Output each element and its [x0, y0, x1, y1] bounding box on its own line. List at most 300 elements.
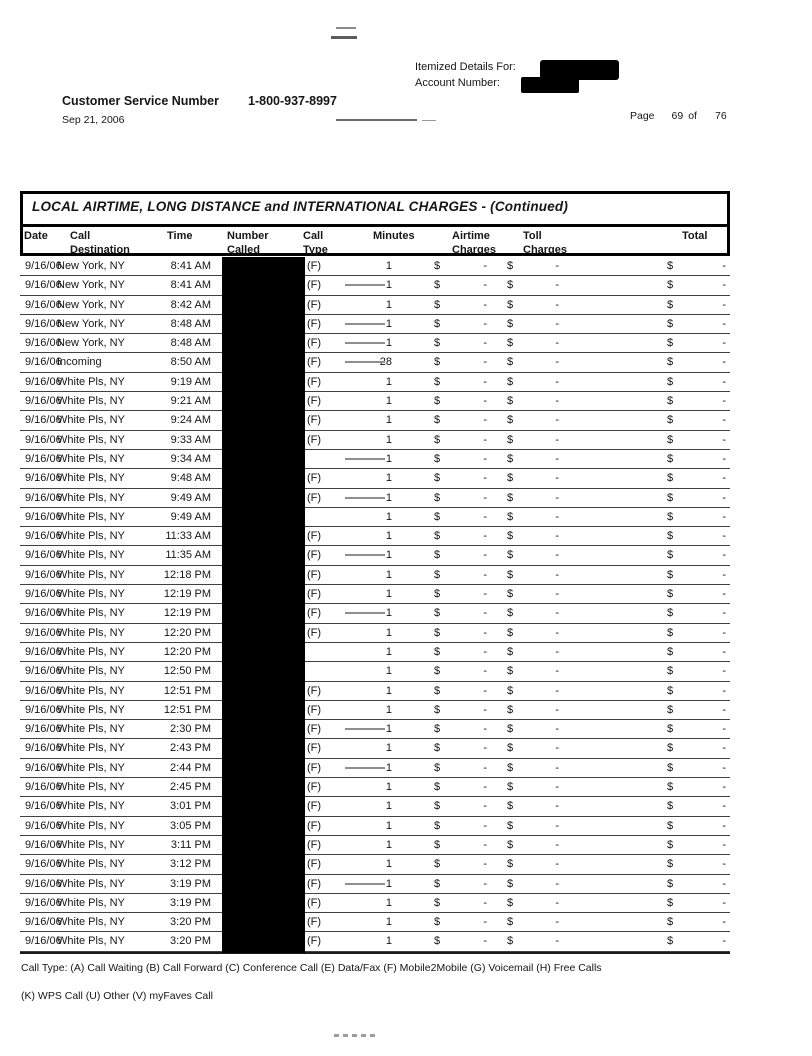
airtime-value: - — [483, 510, 487, 523]
cell-time: 8:41 AM — [170, 260, 211, 272]
total-value: - — [722, 317, 726, 330]
dollar-sign: $ — [507, 723, 514, 736]
cell-destination: White Pls, NY — [57, 742, 125, 755]
table-row — [20, 527, 730, 546]
cell-destination: White Pls, NY — [57, 472, 125, 485]
cell-airtime-charges — [434, 318, 487, 331]
cell-time: 9:49 AM — [170, 510, 211, 523]
cell-airtime-charges — [434, 627, 487, 640]
cell-time: 12:18 PM — [163, 568, 211, 581]
cell-airtime-charges — [434, 646, 487, 659]
cell-total — [667, 935, 726, 948]
cell-time: 12:51 PM — [163, 684, 211, 697]
table-row — [20, 353, 730, 372]
table-row — [20, 489, 730, 508]
dollar-sign: $ — [434, 761, 441, 774]
total-value: - — [722, 684, 726, 697]
toll-value: - — [555, 723, 559, 736]
cell-toll-charges — [507, 627, 559, 640]
cell-toll-charges — [507, 704, 559, 717]
dollar-sign: $ — [667, 665, 674, 678]
cell-total — [667, 318, 726, 331]
table-row — [20, 855, 730, 874]
redaction-bar-number-called-column — [222, 257, 305, 953]
cell-call-type: (F) — [307, 375, 322, 388]
cell-destination: White Pls, NY — [57, 588, 125, 601]
dollar-sign: $ — [667, 530, 674, 543]
cell-destination: White Pls, NY — [57, 916, 125, 929]
cell-date: 9/16/06 — [25, 684, 62, 697]
cell-airtime-charges — [434, 588, 487, 601]
cell-toll-charges — [507, 299, 559, 312]
total-value: - — [722, 742, 726, 755]
dollar-sign: $ — [434, 549, 441, 562]
table-row — [20, 759, 730, 778]
cell-destination: White Pls, NY — [57, 703, 125, 716]
dollar-sign: $ — [434, 337, 441, 350]
col-header-minutes: Minutes — [373, 230, 415, 242]
toll-value: - — [555, 337, 559, 350]
dollar-sign: $ — [507, 510, 514, 523]
total-value: - — [722, 896, 726, 909]
col-header-airtime-charges: Airtime Charges — [452, 230, 497, 256]
cell-call-type: (F) — [307, 491, 322, 504]
cell-toll-charges — [507, 376, 559, 389]
cell-time: 12:19 PM — [163, 607, 211, 620]
cell-time: 8:50 AM — [170, 356, 211, 369]
cell-airtime-charges — [434, 897, 487, 910]
dollar-sign: $ — [507, 375, 514, 388]
cell-time: 11:33 AM — [165, 530, 211, 543]
cell-call-type: (F) — [307, 703, 322, 716]
dollar-sign: $ — [667, 916, 674, 929]
airtime-value: - — [483, 317, 487, 330]
cell-airtime-charges — [434, 685, 487, 698]
cell-minutes: 1 — [385, 549, 392, 562]
toll-value: - — [555, 433, 559, 446]
cell-date: 9/16/06 — [25, 723, 62, 736]
total-value: - — [722, 530, 726, 543]
cell-date: 9/16/06 — [25, 916, 62, 929]
dollar-sign: $ — [667, 472, 674, 485]
cell-destination: White Pls, NY — [57, 781, 125, 794]
cell-call-type: (F) — [307, 337, 322, 350]
dollar-sign: $ — [507, 433, 514, 446]
cell-minutes: 1 — [385, 858, 392, 871]
cell-minutes: 1 — [385, 395, 392, 408]
dollar-sign: $ — [667, 607, 674, 620]
cell-airtime-charges — [434, 704, 487, 717]
table-row — [20, 932, 730, 951]
cell-date: 9/16/06 — [25, 819, 62, 832]
total-value: - — [722, 645, 726, 658]
cell-call-type: (F) — [307, 935, 322, 948]
cell-call-type: (F) — [307, 896, 322, 909]
cell-time: 9:33 AM — [170, 433, 211, 446]
dollar-sign: $ — [667, 491, 674, 504]
cell-time: 11:35 AM — [165, 549, 211, 562]
cell-toll-charges — [507, 279, 559, 292]
airtime-value: - — [483, 858, 487, 871]
cell-total — [667, 858, 726, 871]
cell-minutes: 1 — [385, 742, 392, 755]
toll-value: - — [555, 838, 559, 851]
table-row — [20, 797, 730, 816]
cell-toll-charges — [507, 511, 559, 524]
cell-total — [667, 839, 726, 852]
cell-date: 9/16/06 — [25, 337, 62, 350]
cell-time: 2:44 PM — [170, 761, 211, 774]
cell-toll-charges — [507, 800, 559, 813]
cell-toll-charges — [507, 453, 559, 466]
cell-toll-charges — [507, 337, 559, 350]
account-number-label: Account Number: — [415, 77, 500, 89]
airtime-value: - — [483, 260, 487, 272]
cell-airtime-charges — [434, 530, 487, 543]
cell-destination: White Pls, NY — [57, 549, 125, 562]
cell-call-type: (F) — [307, 626, 322, 639]
cell-minutes: 1 — [385, 452, 392, 465]
cell-minutes: 1 — [385, 665, 392, 678]
cell-total — [667, 723, 726, 736]
cell-date: 9/16/06 — [25, 877, 62, 890]
cell-destination: White Pls, NY — [57, 510, 125, 523]
cell-date: 9/16/06 — [25, 896, 62, 909]
cell-total — [667, 588, 726, 601]
cell-airtime-charges — [434, 434, 487, 447]
dollar-sign: $ — [434, 433, 441, 446]
cell-toll-charges — [507, 569, 559, 582]
cell-toll-charges — [507, 530, 559, 543]
airtime-value: - — [483, 742, 487, 755]
dollar-sign: $ — [667, 317, 674, 330]
cell-call-type: (F) — [307, 684, 322, 697]
airtime-value: - — [483, 279, 487, 292]
cell-total — [667, 665, 726, 678]
airtime-value: - — [483, 819, 487, 832]
cell-total — [667, 607, 726, 620]
dollar-sign: $ — [507, 588, 514, 601]
cell-airtime-charges — [434, 492, 487, 505]
cell-date: 9/16/06 — [25, 626, 62, 639]
airtime-value: - — [483, 452, 487, 465]
cell-date: 9/16/06 — [25, 452, 62, 465]
dollar-sign: $ — [434, 626, 441, 639]
airtime-value: - — [483, 356, 487, 369]
total-value: - — [722, 356, 726, 369]
dollar-sign: $ — [667, 896, 674, 909]
dollar-sign: $ — [667, 549, 674, 562]
airtime-value: - — [483, 665, 487, 678]
cell-call-type: (F) — [307, 781, 322, 794]
cell-toll-charges — [507, 878, 559, 891]
cell-toll-charges — [507, 762, 559, 775]
cell-toll-charges — [507, 356, 559, 369]
table-row — [20, 392, 730, 411]
total-value: - — [722, 375, 726, 388]
dollar-sign: $ — [434, 298, 441, 311]
cell-airtime-charges — [434, 549, 487, 562]
dollar-sign: $ — [434, 414, 441, 427]
cell-minutes: 1 — [385, 472, 392, 485]
toll-value: - — [555, 858, 559, 871]
dollar-sign: $ — [507, 665, 514, 678]
cell-time: 3:19 PM — [170, 877, 211, 890]
cell-destination: White Pls, NY — [57, 877, 125, 890]
cell-airtime-charges — [434, 607, 487, 620]
cell-call-type: (F) — [307, 819, 322, 832]
dollar-sign: $ — [667, 337, 674, 350]
cell-date: 9/16/06 — [25, 781, 62, 794]
table-row — [20, 450, 730, 469]
dollar-sign: $ — [507, 472, 514, 485]
total-value: - — [722, 549, 726, 562]
airtime-value: - — [483, 781, 487, 794]
dollar-sign: $ — [667, 935, 674, 948]
dollar-sign: $ — [667, 781, 674, 794]
dollar-sign: $ — [507, 414, 514, 427]
cell-date: 9/16/06 — [25, 317, 62, 330]
dollar-sign: $ — [667, 375, 674, 388]
table-row — [20, 720, 730, 739]
dollar-sign: $ — [667, 395, 674, 408]
cell-date: 9/16/06 — [25, 395, 62, 408]
table-row — [20, 585, 730, 604]
cell-destination: White Pls, NY — [57, 684, 125, 697]
col-header-call-type: Call Type — [303, 230, 328, 256]
table-row — [20, 373, 730, 392]
dollar-sign: $ — [434, 877, 441, 890]
cell-minutes: 1 — [385, 568, 392, 581]
col-header-call-destination: Call Destination — [70, 230, 130, 256]
cell-minutes: 1 — [385, 896, 392, 909]
toll-value: - — [555, 510, 559, 523]
table-body — [20, 257, 730, 954]
cell-minutes: 1 — [385, 819, 392, 832]
airtime-value: - — [483, 645, 487, 658]
airtime-value: - — [483, 395, 487, 408]
cell-airtime-charges — [434, 935, 487, 948]
toll-value: - — [555, 472, 559, 485]
dollar-sign: $ — [507, 626, 514, 639]
cell-date: 9/16/06 — [25, 356, 62, 369]
cell-toll-charges — [507, 260, 559, 273]
cell-toll-charges — [507, 858, 559, 871]
dollar-sign: $ — [667, 858, 674, 871]
cell-time: 8:48 AM — [170, 337, 211, 350]
dollar-sign: $ — [507, 279, 514, 292]
cell-date: 9/16/06 — [25, 665, 62, 678]
cell-time: 9:24 AM — [170, 414, 211, 427]
cell-time: 8:41 AM — [170, 279, 211, 292]
dollar-sign: $ — [507, 645, 514, 658]
toll-value: - — [555, 607, 559, 620]
cell-destination: White Pls, NY — [57, 452, 125, 465]
table-header-box — [20, 191, 730, 256]
cell-total — [667, 279, 726, 292]
cell-destination: New York, NY — [57, 298, 125, 311]
page-indicator — [630, 110, 727, 122]
toll-value: - — [555, 935, 559, 948]
airtime-value: - — [483, 684, 487, 697]
cell-toll-charges — [507, 897, 559, 910]
toll-value: - — [555, 549, 559, 562]
cell-call-type: (F) — [307, 858, 322, 871]
dollar-sign: $ — [434, 838, 441, 851]
cell-toll-charges — [507, 781, 559, 794]
cell-time: 3:01 PM — [170, 800, 211, 813]
cell-call-type: (F) — [307, 433, 322, 446]
cell-minutes: 1 — [385, 838, 392, 851]
cell-airtime-charges — [434, 723, 487, 736]
total-value: - — [722, 761, 726, 774]
toll-value: - — [555, 800, 559, 813]
table-row — [20, 566, 730, 585]
cell-minutes: 1 — [385, 781, 392, 794]
toll-value: - — [555, 568, 559, 581]
toll-value: - — [555, 665, 559, 678]
dollar-sign: $ — [434, 916, 441, 929]
dollar-sign: $ — [507, 317, 514, 330]
total-value: - — [722, 260, 726, 272]
cell-time: 2:30 PM — [170, 723, 211, 736]
cell-time: 9:21 AM — [170, 395, 211, 408]
cell-time: 3:20 PM — [170, 935, 211, 948]
cell-total — [667, 800, 726, 813]
cell-time: 12:20 PM — [163, 626, 211, 639]
total-value: - — [722, 588, 726, 601]
toll-value: - — [555, 684, 559, 697]
total-value: - — [722, 337, 726, 350]
dollar-sign: $ — [434, 645, 441, 658]
airtime-value: - — [483, 491, 487, 504]
cell-airtime-charges — [434, 472, 487, 485]
cell-toll-charges — [507, 685, 559, 698]
table-row — [20, 257, 730, 276]
cell-date: 9/16/06 — [25, 260, 62, 272]
total-value: - — [722, 414, 726, 427]
cell-airtime-charges — [434, 742, 487, 755]
cell-toll-charges — [507, 549, 559, 562]
cell-destination: White Pls, NY — [57, 645, 125, 658]
dollar-sign: $ — [667, 433, 674, 446]
cell-time: 8:42 AM — [170, 298, 211, 311]
total-value: - — [722, 800, 726, 813]
cell-minutes: 1 — [385, 317, 392, 330]
col-header-date: Date — [24, 230, 48, 242]
cell-toll-charges — [507, 434, 559, 447]
table-row — [20, 508, 730, 527]
cell-date: 9/16/06 — [25, 530, 62, 543]
cell-minutes: 1 — [385, 626, 392, 639]
cell-toll-charges — [507, 588, 559, 601]
toll-value: - — [555, 877, 559, 890]
cell-toll-charges — [507, 414, 559, 427]
cell-minutes: 1 — [385, 684, 392, 697]
cell-destination: White Pls, NY — [57, 935, 125, 948]
dollar-sign: $ — [434, 395, 441, 408]
cell-date: 9/16/06 — [25, 491, 62, 504]
cell-airtime-charges — [434, 511, 487, 524]
cell-call-type: (F) — [307, 298, 322, 311]
cell-minutes: 1 — [385, 723, 392, 736]
cell-airtime-charges — [434, 356, 487, 369]
cell-total — [667, 685, 726, 698]
cell-call-type: (F) — [307, 800, 322, 813]
cell-minutes: 1 — [385, 260, 392, 272]
total-value: - — [722, 491, 726, 504]
dollar-sign: $ — [507, 916, 514, 929]
cell-airtime-charges — [434, 414, 487, 427]
cell-total — [667, 781, 726, 794]
table-row — [20, 296, 730, 315]
cell-date: 9/16/06 — [25, 298, 62, 311]
dollar-sign: $ — [434, 260, 441, 272]
total-value: - — [722, 568, 726, 581]
page-current: 69 — [671, 110, 684, 122]
cell-minutes: 1 — [385, 645, 392, 658]
cell-call-type: (F) — [307, 472, 322, 485]
cell-destination: White Pls, NY — [57, 414, 125, 427]
cell-airtime-charges — [434, 916, 487, 929]
cell-total — [667, 260, 726, 273]
cell-time: 3:05 PM — [170, 819, 211, 832]
airtime-value: - — [483, 375, 487, 388]
dollar-sign: $ — [667, 761, 674, 774]
cell-total — [667, 549, 726, 562]
airtime-value: - — [483, 723, 487, 736]
dollar-sign: $ — [434, 317, 441, 330]
cell-call-type: (F) — [307, 916, 322, 929]
dollar-sign: $ — [507, 896, 514, 909]
toll-value: - — [555, 491, 559, 504]
cell-airtime-charges — [434, 839, 487, 852]
cell-airtime-charges — [434, 260, 487, 273]
cell-total — [667, 356, 726, 369]
cell-date: 9/16/06 — [25, 800, 62, 813]
toll-value: - — [555, 279, 559, 292]
cell-minutes: 1 — [385, 375, 392, 388]
dollar-sign: $ — [434, 723, 441, 736]
page-label: Page — [630, 110, 655, 122]
cell-call-type: (F) — [307, 723, 322, 736]
cell-call-type: (F) — [307, 742, 322, 755]
cell-minutes: 1 — [385, 279, 392, 292]
table-row — [20, 546, 730, 565]
total-value: - — [722, 452, 726, 465]
page-of-label: of — [688, 110, 697, 122]
airtime-value: - — [483, 472, 487, 485]
cell-date: 9/16/06 — [25, 858, 62, 871]
redaction-bar-account — [521, 77, 579, 93]
table-row — [20, 875, 730, 894]
dollar-sign: $ — [507, 800, 514, 813]
dollar-sign: $ — [434, 375, 441, 388]
total-value: - — [722, 781, 726, 794]
toll-value: - — [555, 588, 559, 601]
table-row — [20, 604, 730, 623]
cell-destination: White Pls, NY — [57, 858, 125, 871]
cell-minutes: 1 — [385, 530, 392, 543]
dollar-sign: $ — [507, 549, 514, 562]
total-value: - — [722, 472, 726, 485]
cell-toll-charges — [507, 665, 559, 678]
scan-artifact-line — [422, 120, 436, 121]
airtime-value: - — [483, 877, 487, 890]
total-value: - — [722, 838, 726, 851]
cell-call-type: (F) — [307, 356, 322, 369]
cell-destination: New York, NY — [57, 317, 125, 330]
